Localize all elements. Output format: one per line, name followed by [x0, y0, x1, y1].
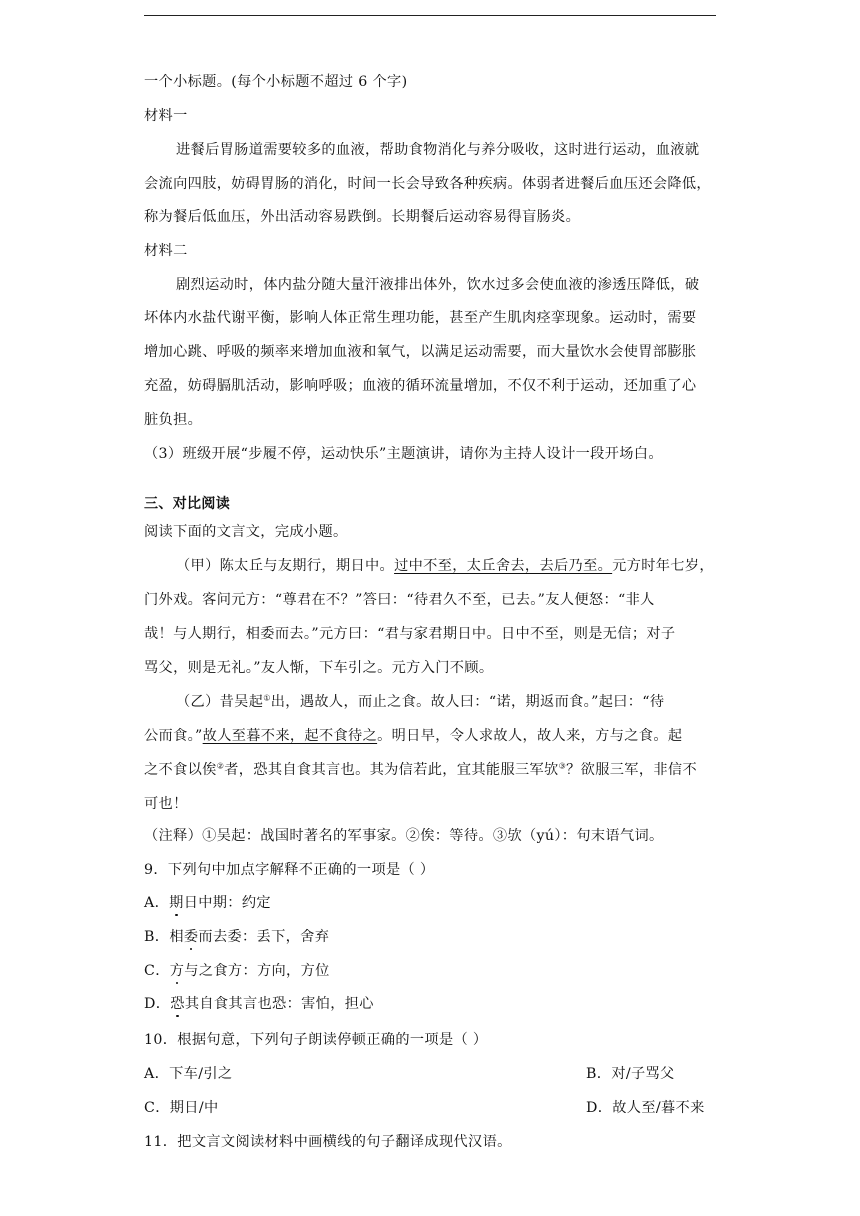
passage-b-line: 可也！ [144, 796, 188, 812]
material1-line: 称为餐后低血压，外出活动容易跌倒。长期餐后运动容易得盲肠炎。 [144, 209, 581, 225]
passage-a-line: （甲）陈太丘与友期行，期日中。过中不至，太丘舍去，去后乃至。元方时年七岁， [176, 558, 714, 574]
material2-line: 脏负担。 [144, 412, 203, 428]
question-9-stem: 9．下列句中加点字解释不正确的一项是（ ） [144, 862, 435, 878]
section-heading: 三、对比阅读 [144, 496, 231, 512]
question-3: （3）班级开展“步履不停，运动快乐”主题演讲，请你为主持人设计一段开场白。 [144, 446, 663, 462]
question-10-row [144, 1064, 716, 1084]
question-9-option-a: A．期日中期：约定 [144, 895, 271, 911]
material2-line: 坏体内水盐代谢平衡，影响人体正常生理功能，甚至产生肌肉痉挛现象。运动时，需要 [144, 310, 697, 326]
question-9-option-c: C．方与之食方：方向，方位 [144, 963, 330, 979]
footnote-marker: ② [216, 761, 225, 771]
notes: （注释）①吴起：战国时著名的军事家。②俟：等待。③欤（yú）：句末语气词。 [144, 828, 664, 844]
question-11: 11．把文言文阅读材料中画横线的句子翻译成现代汉语。 [144, 1134, 512, 1150]
dotted-char: 委 [183, 929, 199, 945]
passage-b-line: （乙）昔吴起①出，遇故人，而止之食。故人曰：“诺，期返而食。”起曰：“待 [176, 693, 665, 710]
footnote-marker: ③ [558, 761, 567, 771]
material2-line: 增加心跳、呼吸的频率来增加血液和氧气，以满足运动需要，而大量饮水会使胃部膨胀 [144, 344, 697, 360]
question-10-option-b: B．对/子骂父 [586, 1066, 675, 1082]
passage-b-line: 公而食。”故人至暮不来，起不食待之。明日早，令人求故人，故人来，方与之食。起 [144, 728, 683, 744]
passage-a-line: 骂父，则是无礼。”友人惭，下车引之。元方入门不顾。 [144, 660, 494, 676]
dotted-char: 期 [169, 895, 184, 911]
material2-label: 材料二 [144, 243, 188, 259]
underlined-sentence: 故人至暮不来，起不食待之 [202, 728, 378, 744]
material1-line: 进餐后胃肠道需要较多的血液，帮助食物消化与养分吸收，这时进行运动，血液就 [176, 142, 700, 158]
header-rule [144, 15, 716, 16]
passage-a-line: 门外戏。客问元方：“尊君在不？”答曰：“待君久不至，已去。”友人便怒：“非人 [144, 592, 655, 608]
passage-b-line: 之不食以俟②者，恐其自食其言也。其为信若此，宜其能服三军欤③？欲服三军，非信不 [144, 761, 697, 778]
question-10-option-c: C．期日/中 [144, 1100, 219, 1116]
material2-line: 充盈，妨碍膈肌活动，影响呼吸；血液的循环流量增加，不仅不利于运动，还加重了心 [144, 378, 697, 394]
passage-a-line: 哉！与人期行，相委而去。”元方曰：“君与家君期日中。日中不至，则是无信；对子 [144, 626, 676, 642]
underlined-sentence: 过中不至，太丘舍去，去后乃至。 [394, 558, 613, 574]
question-9-option-d: D．恐其自食其言也恐：害怕，担心 [144, 996, 374, 1012]
subtitle-tail: 一个小标题。(每个小标题不超过 6 个字) [144, 74, 408, 90]
material1-line: 会流向四肢，妨碍胃肠的消化，时间一长会导致各种疾病。体弱者进餐后血压还会降低， [144, 176, 711, 192]
footnote-marker: ① [263, 693, 271, 703]
dotted-char: 恐 [170, 996, 185, 1012]
material1-label: 材料一 [144, 108, 188, 124]
material2-line: 剧烈运动时，体内盐分随大量汗液排出体外，饮水过多会使血液的渗透压降低，破 [176, 277, 700, 293]
question-10-option-d: D．故人至/暮不来 [586, 1100, 705, 1116]
dotted-char: 方 [169, 963, 185, 979]
question-10-option-a: A．下车/引之 [144, 1066, 233, 1082]
question-10-row [144, 1098, 716, 1118]
question-9-option-b: B．相委而去委：丢下，舍弃 [144, 929, 330, 945]
section-intro: 阅读下面的文言文，完成小题。 [144, 524, 348, 540]
question-10-stem: 10．根据句意，下列句子朗读停顿正确的一项是（ ） [144, 1032, 488, 1048]
